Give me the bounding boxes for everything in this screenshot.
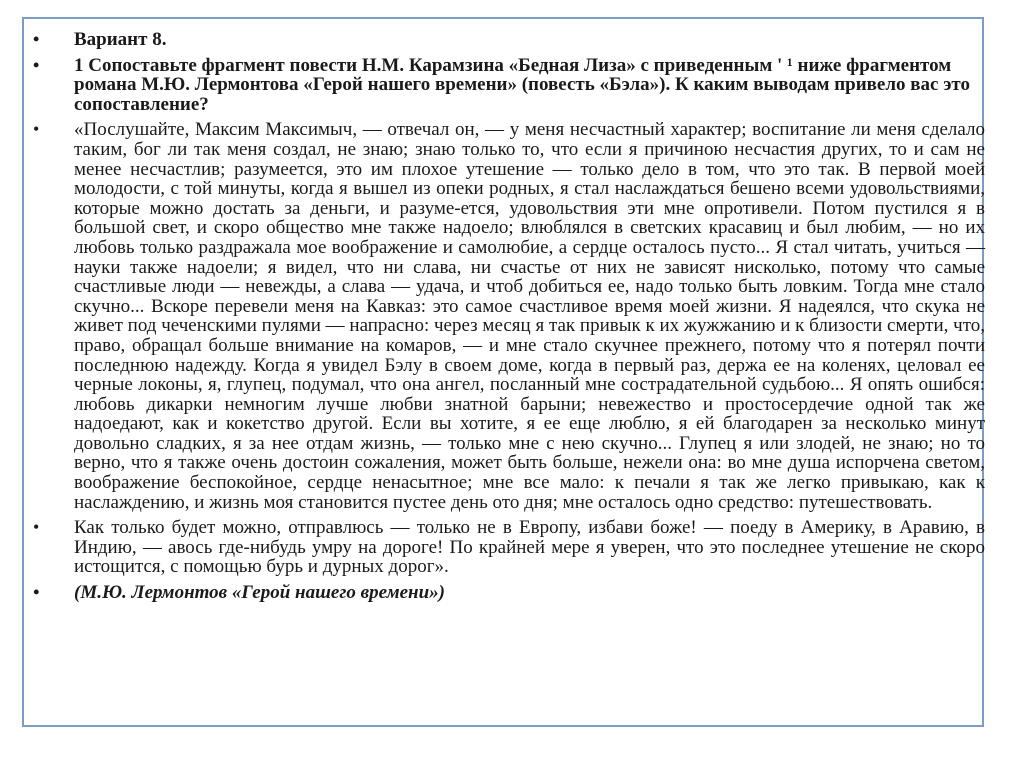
bullet-variant-title [30, 30, 985, 50]
quote-ending-text: Как только будет можно, отправлюсь — только не в Европу, избави боже! — поеду в Америку, в Аравию, в Индию, — авось где-нибудь умру на дороге! По крайней мере я уверен, что это последнее утешение не скоро истощится, с помощью бурь и дурных дорог». [74, 517, 985, 578]
bullet-quote-ending [30, 518, 985, 577]
bullet-list [30, 30, 985, 609]
bullet-dot: • [33, 29, 40, 49]
bullet-source [30, 583, 985, 603]
task-text: 1 Сопоставьте фрагмент повести Н.М. Карамзина «Бедная Лиза» с приведенным ' ¹ ниже фрагментом романа М.Ю. Лермонтова «Герой нашего времени» (повесть «Бэла»). К каким выводам привело вас это сопоставление? [74, 54, 970, 115]
bullet-quote-main [30, 120, 985, 512]
bullet-dot: • [33, 54, 40, 75]
variant-title: Вариант 8. [74, 29, 167, 50]
bullet-task [30, 56, 985, 115]
source-citation: (М.Ю. Лермонтов «Герой нашего времени») [74, 582, 445, 604]
bullet-dot: • [33, 582, 40, 603]
bullet-dot: • [33, 119, 40, 140]
bullet-dot: • [33, 517, 40, 538]
quote-main-text: «Послушайте, Максим Максимыч, — отвечал он, — у меня несчастный характер; воспитание ли меня сделало таким, бог ли так меня создал, не знаю; знаю только то, что если я причиною несчастия других, то и сам не менее несчастлив; разумеется, это им плохое утешение — только дело в том, что это так. В первой моей молодости, с той минуты, когда я вышел из опеки родных, я стал наслаждаться бешено всеми удовольствиями, которые можно достать за деньги, и разуме-ется, удовольствия эти мне опротивели. Потом пустился я в большой свет, и скоро общество мне также надоело; влюблялся в светских красавиц и был любим, — но их любовь только раздражала мое воображение и самолюбие, а сердце осталось пусто... Я стал читать, учиться — науки также надоели; я видел, что ни слава, ни счастье от них не зависят нисколько, потому что самые счастливые люди — невежды, а слава — удача, и чтоб добиться ее, надо только быть ловким. Тогда мне стало скучно... Вскоре перевели меня на Кавказ: это самое счастливое время моей жизни. Я надеялся, что скука не живет под чеченскими пулями — напрасно: через месяц я так привык к их жужжанию и к близости смерти, что, право, обращал больше внимание на комаров, — и мне стало скучнее прежнего, потому что я потерял почти последнюю надежду. Когда я увидел Бэлу в своем доме, когда в первый раз, держа ее на коленях, целовал ее черные локоны, я, глупец, подумал, что она ангел, посланный мне сострадательной судьбою... Я опять ошибся: любовь дикарки немногим лучше любви знатной барыни; невежество и простосердечие одной так же надоедают, как и кокетство другой. Если вы хотите, я ее еще люблю, я ей благодарен за несколько минут довольно сладких, я за нее отдам жизнь, — только мне с нею скучно... Глупец я или злодей, не знаю; но то верно, что я также очень достоин сожаления, может быть больше, нежели она: во мне душа испорчена светом, воображение беспокойное, сердце ненасытное; мне все мало: к печали я так же легко привыкаю, как к наслаждению, и жизнь моя становится пустее день ото дня; мне осталось одно средство: путешествовать. [74, 119, 985, 513]
